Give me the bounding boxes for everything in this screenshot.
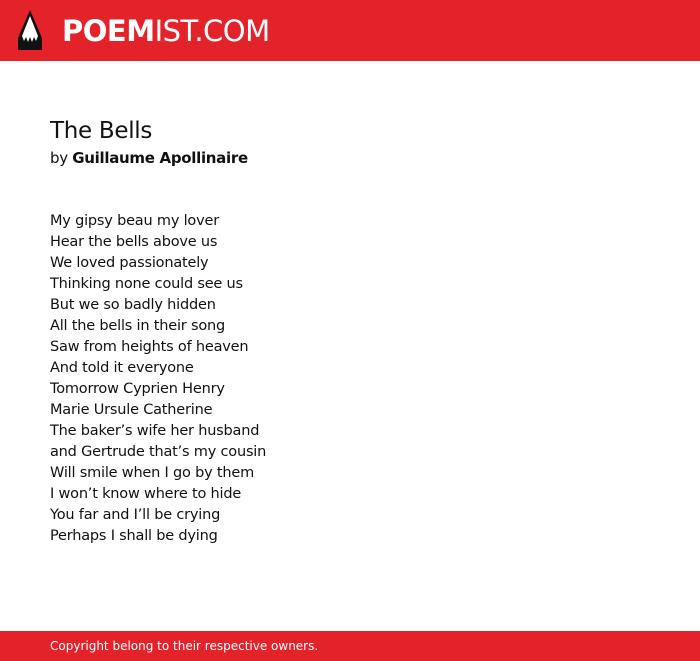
poem-line: Hear the bells above us — [50, 234, 218, 250]
poem-line: Thinking none could see us — [50, 276, 243, 292]
poem-line: Tomorrow Cyprien Henry — [50, 381, 225, 397]
footer-copyright: Copyright belong to their respective owners. — [50, 639, 319, 653]
poem-body — [50, 211, 650, 547]
logo-text-bold: POEM — [62, 14, 155, 48]
poem-line: You far and I’ll be crying — [50, 507, 221, 523]
poem-line: Saw from heights of heaven — [50, 339, 249, 355]
poem-line: But we so badly hidden — [50, 297, 216, 313]
poem-line: and Gertrude that’s my cousin — [50, 444, 267, 460]
poem-line: All the bells in their song — [50, 318, 225, 334]
poem-title: The Bells — [50, 118, 153, 144]
logo-text-light: IST.COM — [154, 14, 270, 48]
site-footer — [0, 631, 700, 661]
poem-line: Marie Ursule Catherine — [50, 402, 213, 418]
poem-line: I won’t know where to hide — [50, 486, 242, 502]
poem-line: Will smile when I go by them — [50, 465, 255, 481]
poem-line: Perhaps I shall be dying — [50, 528, 218, 544]
poem-line: And told it everyone — [50, 360, 194, 376]
site-header — [0, 0, 700, 61]
pencil-tip-icon[interactable] — [18, 10, 42, 50]
byline-prefix: by — [50, 149, 68, 167]
site-logo[interactable] — [62, 14, 270, 48]
poem-author: Guillaume Apollinaire — [72, 149, 248, 167]
poem-line: The baker’s wife her husband — [50, 423, 260, 439]
poem-content — [50, 116, 650, 563]
poem-line: We loved passionately — [50, 255, 209, 271]
poem-byline — [50, 148, 650, 168]
poem-line: My gipsy beau my lover — [50, 213, 219, 229]
